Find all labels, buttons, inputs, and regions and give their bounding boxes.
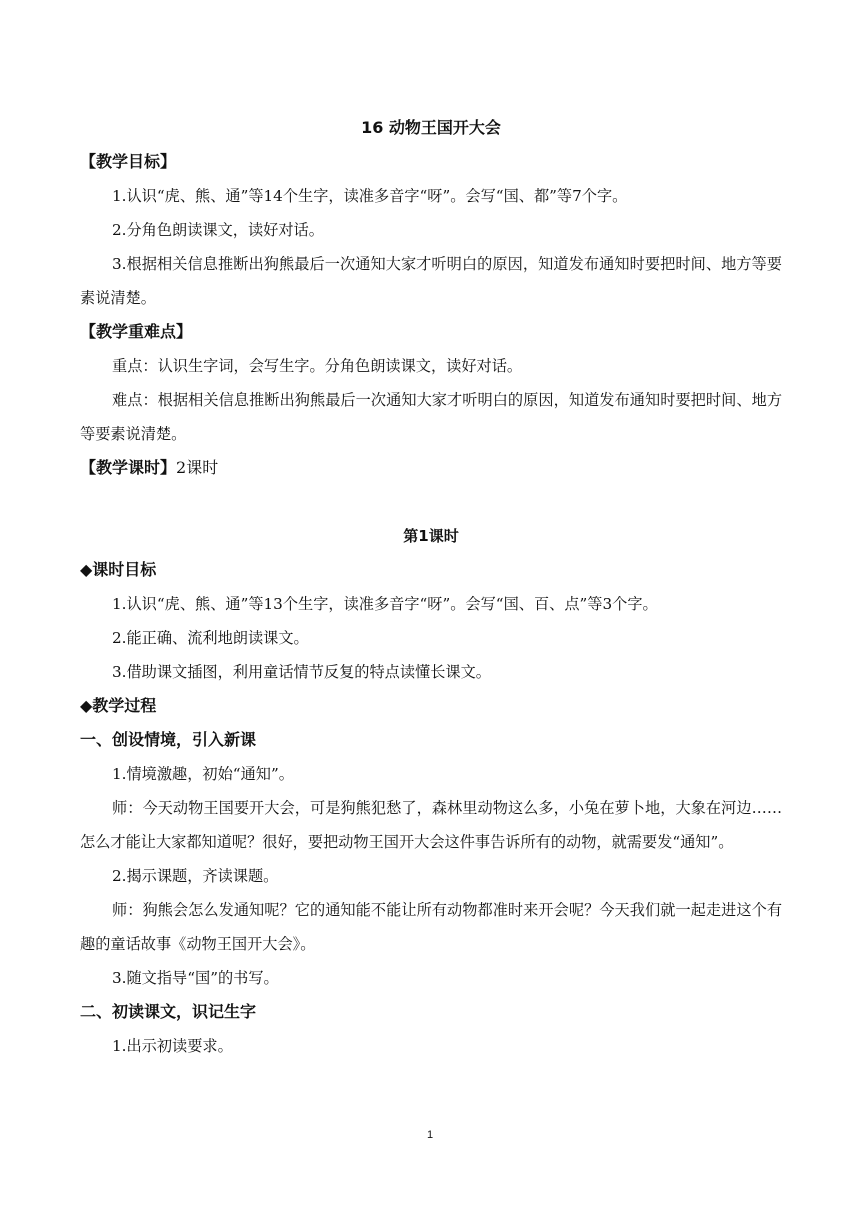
- paragraph: 重点：认识生字词，会写生字。分角色朗读课文，读好对话。: [112, 357, 523, 375]
- paragraph: 师：狗熊会怎么发通知呢？它的通知能不能让所有动物都准时来开会呢？今天我们就一起走进这个有趣的童话故事《动物王国开大会》。: [80, 901, 782, 953]
- paragraph: 1.情境激趣，初始“通知”。: [112, 765, 294, 783]
- part2-heading: 二、初读课文，识记生字: [80, 1002, 257, 1021]
- paragraph: 1.认识“虎、熊、通”等14个生字，读准多音字“呀”。会写“国、都”等7个字。: [112, 187, 628, 205]
- process-heading: ◆教学过程: [80, 696, 157, 715]
- paragraph: 3.随文指导“国”的书写。: [112, 969, 279, 987]
- lesson-hours-value: 2课时: [176, 458, 219, 477]
- part1-heading: 一、创设情境，引入新课: [80, 730, 257, 749]
- paragraph: 2.分角色朗读课文，读好对话。: [112, 221, 324, 239]
- section-heading-lesson-hours: [80, 451, 782, 485]
- document-title: 16 动物王国开大会: [361, 118, 501, 137]
- section-heading-teaching-goals: 【教学目标】: [80, 152, 177, 171]
- period-goal-heading: ◆课时目标: [80, 560, 157, 579]
- section-heading-key-difficult-points: 【教学重难点】: [80, 322, 193, 341]
- blank-line: [80, 485, 782, 519]
- paragraph: 3.借助课文插图，利用童话情节反复的特点读懂长课文。: [112, 663, 491, 681]
- paragraph: 师：今天动物王国要开大会，可是狗熊犯愁了，森林里动物这么多，小兔在萝卜地，大象在河边……怎么才能让大家都知道呢？很好，要把动物王国开大会这件事告诉所有的动物，就需要发“通知”。: [80, 799, 782, 851]
- paragraph: 难点：根据相关信息推断出狗熊最后一次通知大家才听明白的原因，知道发布通知时要把时间、地方等要素说清楚。: [80, 391, 782, 443]
- paragraph: 2.揭示课题，齐读课题。: [112, 867, 279, 885]
- lesson-hours-label: 【教学课时】: [80, 458, 177, 477]
- page-number: 1: [426, 1129, 434, 1141]
- paragraph: 1.出示初读要求。: [112, 1037, 233, 1055]
- period-title: 第1课时: [403, 527, 459, 545]
- paragraph: 3.根据相关信息推断出狗熊最后一次通知大家才听明白的原因，知道发布通知时要把时间、地方等要素说清楚。: [80, 255, 782, 307]
- paragraph: 1.认识“虎、熊、通”等13个生字，读准多音字“呀”。会写“国、百、点”等3个字。: [112, 595, 658, 613]
- paragraph: 2.能正确、流利地朗读课文。: [112, 629, 309, 647]
- document-body: [80, 111, 782, 1063]
